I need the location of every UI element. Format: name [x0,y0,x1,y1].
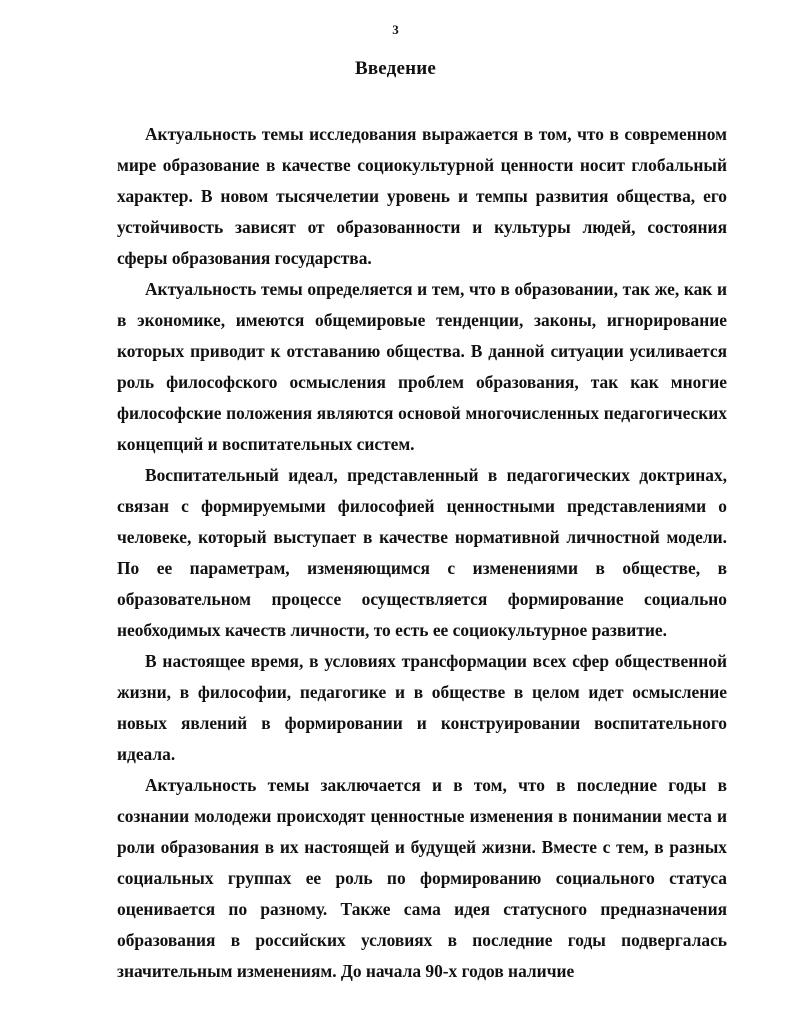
page-number: 3 [392,22,399,37]
page-title: Введение [354,58,437,79]
paragraph-1: Актуальность темы исследования выражается в том, что в современном мире образование в качестве социокультурной ценности носит глобальный характер. В новом тысячелетии уровень и темпы развития общества, его устойчивость зависят от образованности и культуры людей, состояния сферы образования государства. [117,124,727,268]
document-body [117,119,727,987]
paragraph-4: В настоящее время, в условиях трансформации всех сфер общественной жизни, в философии, педагогике и в обществе в целом идет осмысление новых явлений в формировании и конструировании воспитательного идеала. [117,651,727,764]
paragraph-2: Актуальность темы определяется и тем, что в образовании, так же, как и в экономике, имеются общемировые тенденции, законы, игнорирование которых приводит к отставанию общества. В данной ситуации усиливается роль философского осмысления проблем образования, так как многие философские положения являются основой многочисленных педагогических концепций и воспитательных систем. [117,279,727,454]
paragraph-3: Воспитательный идеал, представленный в педагогических доктринах, связан с формируемыми философией ценностными представлениями о человеке, который выступает в качестве нормативной личностной модели. По ее параметрам, изменяющимся с изменениями в обществе, в образовательном процессе осуществляется формирование социально необходимых качеств личности, то есть ее социокультурное развитие. [117,465,727,640]
paragraph-5: Актуальность темы заключается и в том, что в последние годы в сознании молодежи происходят ценностные изменения в понимании места и роли образования в их настоящей и будущей жизни. Вместе с тем, в разных социальных группах ее роль по формированию социального статуса оценивается по разному. Также сама идея статусного предназначения образования в российских условиях в последние годы подвергалась значительным изменениям. До начала 90-х годов наличие [117,775,727,981]
